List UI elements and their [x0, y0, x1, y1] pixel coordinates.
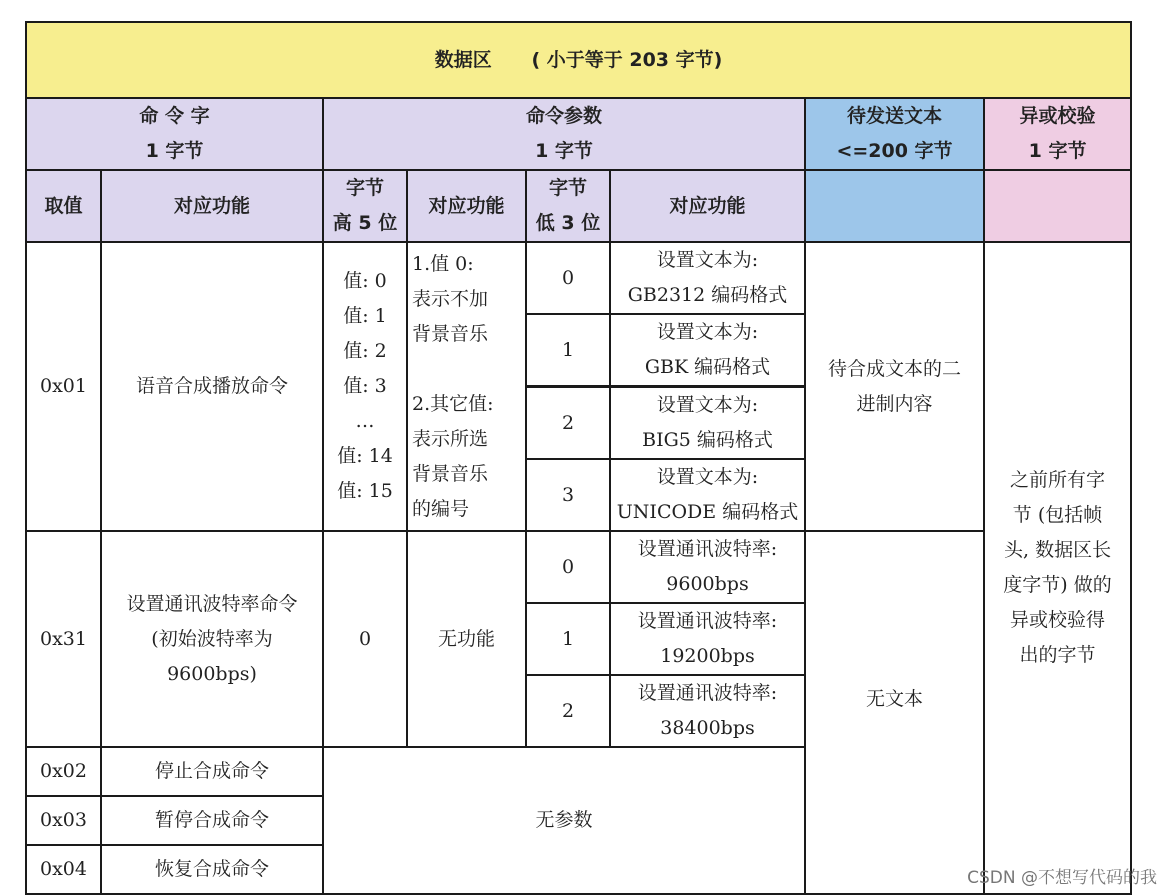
cmd-0x01-text: 待合成文本的二 进制内容 [805, 242, 984, 531]
low-function: 设置通讯波特率: 9600bps [610, 531, 805, 603]
data-area-title: 数据区 ( 小于等于 203 字节) [26, 22, 1131, 98]
low-function: 设置通讯波特率: 19200bps [610, 603, 805, 675]
cmd-0x04-name: 恢复合成命令 [101, 845, 323, 894]
protocol-table [25, 21, 1132, 895]
subheader-low-function: 对应功能 [610, 170, 805, 242]
low-function: 设置文本为: UNICODE 编码格式 [610, 459, 805, 531]
cmd-0x02-value: 0x02 [26, 747, 101, 796]
low-code: 2 [526, 675, 610, 747]
subheader-text-empty [805, 170, 984, 242]
cmd-0x01-high-values: 值: 0 值: 1 值: 2 值: 3 … 值: 14 值: 15 [323, 242, 407, 531]
no-text: 无文本 [805, 531, 984, 894]
subheader-value: 取值 [26, 170, 101, 242]
cmd-0x31-value: 0x31 [26, 531, 101, 747]
subheader-high-function: 对应功能 [407, 170, 526, 242]
header-text: 待发送文本 <=200 字节 [805, 98, 984, 170]
cmd-0x31-name: 设置通讯波特率命令 (初始波特率为 9600bps) [101, 531, 323, 747]
cmd-0x01-high-function: 1.值 0: 表示不加 背景音乐 2.其它值: 表示所选 背景音乐 的编号 [407, 242, 526, 531]
cmd-0x31-high-value: 0 [323, 531, 407, 747]
header-command-param: 命令参数 1 字节 [323, 98, 805, 170]
cmd-0x04-value: 0x04 [26, 845, 101, 894]
subheader-checksum-empty [984, 170, 1131, 242]
low-code: 2 [526, 387, 610, 460]
cmd-0x03-value: 0x03 [26, 796, 101, 845]
header-checksum: 异或校验 1 字节 [984, 98, 1131, 170]
low-code: 3 [526, 459, 610, 531]
cmd-0x03-name: 暂停合成命令 [101, 796, 323, 845]
low-function: 设置通讯波特率: 38400bps [610, 675, 805, 747]
checksum-description: 之前所有字 节 (包括帧 头, 数据区长 度字节) 做的 异或校验得 出的字节 [984, 242, 1131, 894]
subheader-function: 对应功能 [101, 170, 323, 242]
low-code: 1 [526, 603, 610, 675]
header-command-word: 命 令 字 1 字节 [26, 98, 323, 170]
low-function: 设置文本为: GB2312 编码格式 [610, 242, 805, 314]
cmd-0x01-name: 语音合成播放命令 [101, 242, 323, 531]
watermark: CSDN @不想写代码的我 [967, 868, 1157, 888]
cmd-0x31-high-function: 无功能 [407, 531, 526, 747]
no-params: 无参数 [323, 747, 805, 894]
cmd-0x02-name: 停止合成命令 [101, 747, 323, 796]
low-code: 0 [526, 242, 610, 314]
low-function: 设置文本为: GBK 编码格式 [610, 314, 805, 387]
low-code: 0 [526, 531, 610, 603]
subheader-low3: 字节 低 3 位 [526, 170, 610, 242]
cmd-0x01-value: 0x01 [26, 242, 101, 531]
low-function: 设置文本为: BIG5 编码格式 [610, 387, 805, 460]
low-code: 1 [526, 314, 610, 387]
subheader-high5: 字节 高 5 位 [323, 170, 407, 242]
